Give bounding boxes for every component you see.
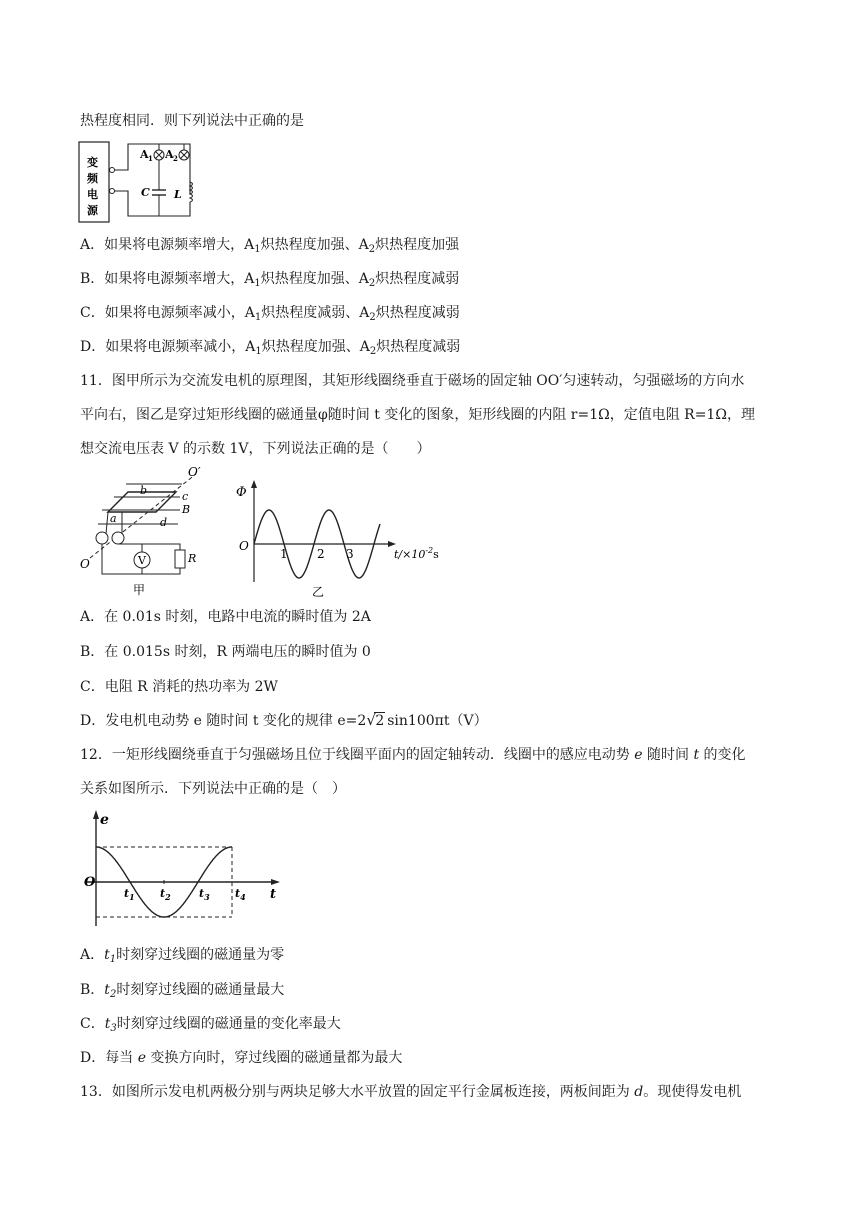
q12-stem-line-1: 12．一矩形线圈绕垂直于匀强磁场且位于线圈平面内的固定轴转动．线圈中的感应电动势 e 随时间 t 的变化 (80, 747, 746, 763)
source-label-2: 频 (87, 172, 98, 185)
q11-figure-jia (78, 464, 208, 598)
inductor-icon (184, 160, 193, 202)
svg-text:a: a (110, 512, 117, 525)
q12-option-b[interactable]: B．$t_2$时刻穿过线圈的磁通量最大 (80, 982, 285, 1000)
q11-option-c[interactable]: C．电阻 R 消耗的热功率为 2W (80, 679, 278, 695)
svg-text:O′: O′ (188, 465, 201, 479)
tick-t2: $t_2$ (160, 887, 171, 902)
svg-text:A: A (165, 148, 174, 161)
capacitor-label: C (141, 186, 150, 199)
source-label-4: 源 (87, 204, 98, 217)
lamp-a2-icon (179, 150, 189, 160)
resistor-icon (175, 550, 185, 568)
tick-t3: $t_3$ (199, 887, 210, 902)
svg-text:O: O (239, 539, 249, 553)
source-label-3: 电 (87, 188, 98, 201)
q11-stem-line-3: 想交流电压表 V 的示数 1V，下列说法正确的是（ ） (80, 441, 431, 457)
svg-text:O: O (80, 557, 90, 571)
inductor-label: L (174, 188, 182, 201)
q12-option-d[interactable]: D．每当 e 变换方向时，穿过线圈的磁通量都为最大 (80, 1050, 403, 1066)
svg-text:R: R (188, 552, 197, 565)
q13-stem-line-1: 13．如图所示发电机两极分别与两块足够大水平放置的固定平行金属板连接，两板间距为 d。现使得发电机 (80, 1084, 742, 1100)
q10-option-a[interactable]: A．如果将电源频率增大，$A_1$炽热程度加强、$A_2$炽热程度加强 (80, 237, 460, 255)
capacitor-icon (152, 190, 166, 195)
q11-stem-line-2: 平向右，图乙是穿过矩形线圈的磁通量φ随时间 t 变化的图象，矩形线圈的内阻 r=1Ω，定值电阻 R=1Ω，理 (80, 407, 755, 423)
q12-figure (78, 808, 288, 934)
q11-figure-yi (230, 478, 450, 600)
svg-text:t/×10-2s: $t/\times 10^{-2}s$ (394, 546, 439, 561)
svg-text:b: b (140, 484, 148, 497)
q11-option-a[interactable]: A．在 0.01s 时刻，电路中电流的瞬时值为 2A (80, 609, 371, 625)
q10-option-b[interactable]: B．如果将电源频率增大，$A_1$炽热程度加强、$A_2$炽热程度减弱 (80, 271, 460, 289)
svg-text:d: d (160, 516, 168, 529)
svg-text:甲: 甲 (133, 583, 146, 597)
svg-text:1: 1 (148, 154, 153, 163)
tick-2: 2 (317, 547, 325, 561)
svg-text:O: O (84, 875, 96, 890)
svg-text:2: 2 (173, 154, 178, 163)
sqrt-symbol: √ 2 (366, 711, 385, 729)
tick-3: 3 (346, 547, 354, 561)
q12-stem-line-2: 关系如图所示．下列说法中正确的是（ ） (80, 781, 346, 797)
svg-text:A: A (140, 148, 149, 161)
q11-option-b[interactable]: B．在 0.015s 时刻，R 两端电压的瞬时值为 0 (80, 644, 371, 660)
voltmeter-icon (134, 552, 150, 568)
q12-option-c[interactable]: C．$t_3$时刻穿过线圈的磁通量的变化率最大 (80, 1016, 341, 1034)
source-label-1: 变 (87, 156, 98, 169)
lamp-a1-icon (154, 150, 164, 160)
svg-text:e: e (100, 812, 109, 828)
q12-option-a[interactable]: A．$t_1$时刻穿过线圈的磁通量为零 (80, 947, 285, 965)
svg-text:B: B (182, 503, 191, 516)
svg-text:乙: 乙 (312, 585, 325, 599)
tick-t1: $t_1$ (124, 887, 135, 902)
q10-intro: 热程度相同．则下列说法中正确的是 (80, 113, 304, 129)
tick-1: 1 (280, 547, 288, 561)
q11-stem-line-1: 11．图甲所示为交流发电机的原理图，其矩形线圈绕垂直于磁场的固定轴 OO′匀速转动，匀强磁场的方向水 (80, 373, 745, 389)
svg-text:Φ: Φ (236, 485, 247, 500)
q11-option-d[interactable]: D．发电机电动势 e 随时间 t 变化的规律 e=2 √ 2 sin100πt（V） (80, 711, 488, 729)
tick-t4: $t_4$ (235, 887, 246, 902)
q10-option-c[interactable]: C．如果将电源频率减小，$A_1$炽热程度减弱、$A_2$炽热程度减弱 (80, 305, 460, 323)
svg-text:V: V (138, 554, 146, 567)
q10-option-d[interactable]: D．如果将电源频率减小，$A_1$炽热程度加强、$A_2$炽热程度减弱 (80, 339, 461, 357)
svg-text:t: t (270, 887, 277, 902)
q10-circuit-figure (78, 138, 198, 224)
svg-text:c: c (182, 490, 189, 503)
